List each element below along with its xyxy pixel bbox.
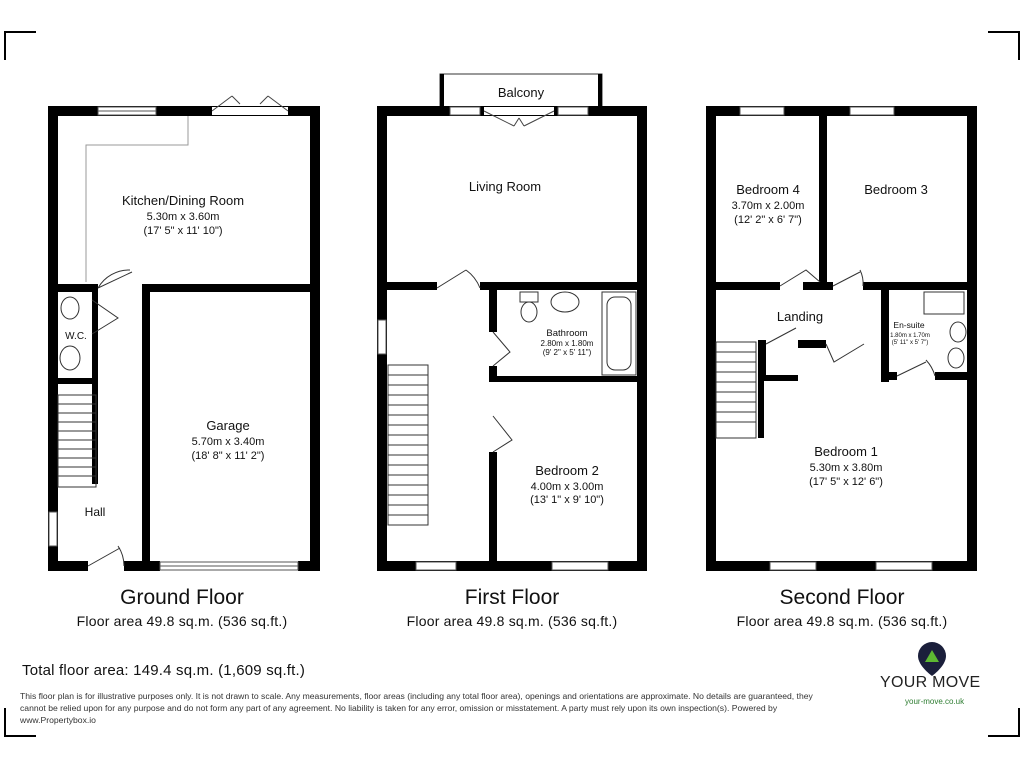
ground-floor-plan [48, 96, 320, 571]
ensuite-dims-ft: (5' 11" x 5' 7") [891, 340, 929, 346]
garage-dims-ft: (18' 8" x 11' 2") [191, 450, 265, 462]
ground-floor-area: Floor area 49.8 sq.m. (536 sq.ft.) [76, 613, 288, 629]
hall-label: Hall [84, 505, 106, 519]
bedroom1-dims-m: 5.30m x 3.80m [809, 462, 883, 474]
total-floor-area: Total floor area: 149.4 sq.m. (1,609 sq.ft.) [22, 662, 306, 679]
second-floor-area: Floor area 49.8 sq.m. (536 sq.ft.) [736, 613, 948, 629]
balcony-label: Balcony [497, 85, 545, 100]
bedroom4-dims-ft: (12' 2" x 6' 7") [734, 214, 802, 226]
kitchen-dims-ft: (17' 5" x 11' 10") [143, 225, 223, 237]
bedroom4-dims-m: 3.70m x 2.00m [731, 200, 805, 212]
ensuite-label: En-suite [893, 320, 925, 330]
brand-url[interactable]: your-move.co.uk [905, 697, 965, 706]
bedroom1-label: Bedroom 1 [814, 444, 878, 459]
bedroom3-label: Bedroom 3 [864, 182, 928, 197]
bathroom-label: Bathroom [546, 328, 588, 339]
second-floor-title: Second Floor [779, 586, 905, 609]
bedroom4-label: Bedroom 4 [736, 182, 800, 197]
first-floor-title: First Floor [464, 586, 560, 609]
living-room-label: Living Room [468, 179, 542, 194]
second-floor-plan [706, 106, 977, 571]
crop-marks [5, 32, 1019, 736]
landing-label: Landing [776, 309, 824, 324]
garage-dims-m: 5.70m x 3.40m [191, 436, 265, 448]
bedroom2-label: Bedroom 2 [535, 463, 599, 478]
ground-floor-title: Ground Floor [120, 586, 244, 609]
bathroom-dims-m: 2.80m x 1.80m [540, 339, 594, 348]
disclaimer-text: This floor plan is for illustrative purposes only. It is not drawn to scale. Any measurements, floor areas (including any total floor area), openings and orientations are approximate. No details are guaranteed, they cannot be relied upon for any purpose and do not form any part of any agreement. No liability is taken for any error, omission or misstatement. A party must rely upon its own inspection(s). Powered by www.Propertybox.io [20, 691, 813, 725]
wc-label: W.C. [65, 331, 87, 342]
first-floor-plan [377, 74, 647, 571]
bedroom1-dims-ft: (17' 5" x 12' 6") [809, 476, 883, 488]
bedroom2-dims-m: 4.00m x 3.00m [530, 481, 604, 493]
bathroom-dims-ft: (9' 2" x 5' 11") [542, 348, 592, 357]
kitchen-dims-m: 5.30m x 3.60m [146, 211, 220, 223]
first-floor-area: Floor area 49.8 sq.m. (536 sq.ft.) [406, 613, 618, 629]
bedroom2-dims-ft: (13' 1" x 9' 10") [530, 494, 604, 506]
your-move-logo-icon [918, 642, 946, 676]
ensuite-dims-m: 1.80m x 1.70m [890, 333, 930, 339]
brand-name: YOUR MOVE [880, 674, 981, 691]
garage-label: Garage [206, 418, 250, 433]
kitchen-label: Kitchen/Dining Room [121, 193, 245, 208]
